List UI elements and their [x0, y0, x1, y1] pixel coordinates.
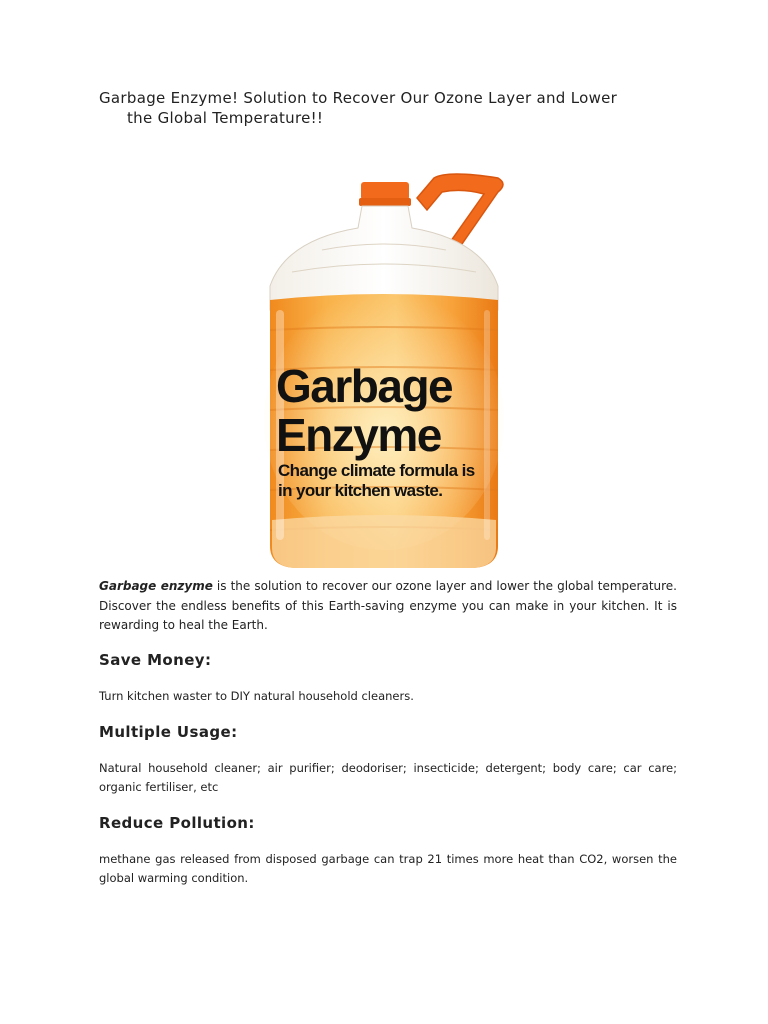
intro-paragraph — [99, 577, 677, 636]
title-line-1: Garbage Enzyme! Solution to Recover Our Ozone Layer and Lower — [99, 89, 618, 107]
section-heading-reduce-pollution: Reduce Pollution: — [99, 814, 255, 832]
section-body-reduce-pollution: methane gas released from disposed garbage can trap 21 times more heat than CO2, worsen the global warming condition. — [99, 852, 677, 885]
page-title — [99, 88, 679, 128]
section-heading-save-money: Save Money: — [99, 651, 212, 669]
section-body-save-money: Turn kitchen waster to DIY natural household cleaners. — [99, 689, 414, 703]
hero-tagline-line-1: Change climate formula is — [278, 461, 475, 480]
intro-text: is the solution to recover our ozone layer and lower the global temperature. Discover the endless benefits of this Earth-saving enzyme you can make in your kitchen. It is rewarding to heal the Earth. — [99, 579, 678, 632]
title-line-2: the Global Temperature!! — [127, 109, 324, 127]
section-heading-multiple-usage: Multiple Usage: — [99, 723, 238, 741]
section-body-multiple-usage: Natural household cleaner; air purifier; deodoriser; insecticide; detergent; body care; car care; organic fertiliser, etc — [99, 761, 677, 794]
hero-tagline-line-2: in your kitchen waste. — [278, 481, 443, 500]
garbage-enzyme-bottle-image — [262, 170, 506, 570]
hero-brand-line-2: Enzyme — [276, 409, 441, 461]
intro-lead-term: Garbage enzyme — [99, 579, 213, 593]
hero-brand-line-1: Garbage — [276, 360, 453, 412]
